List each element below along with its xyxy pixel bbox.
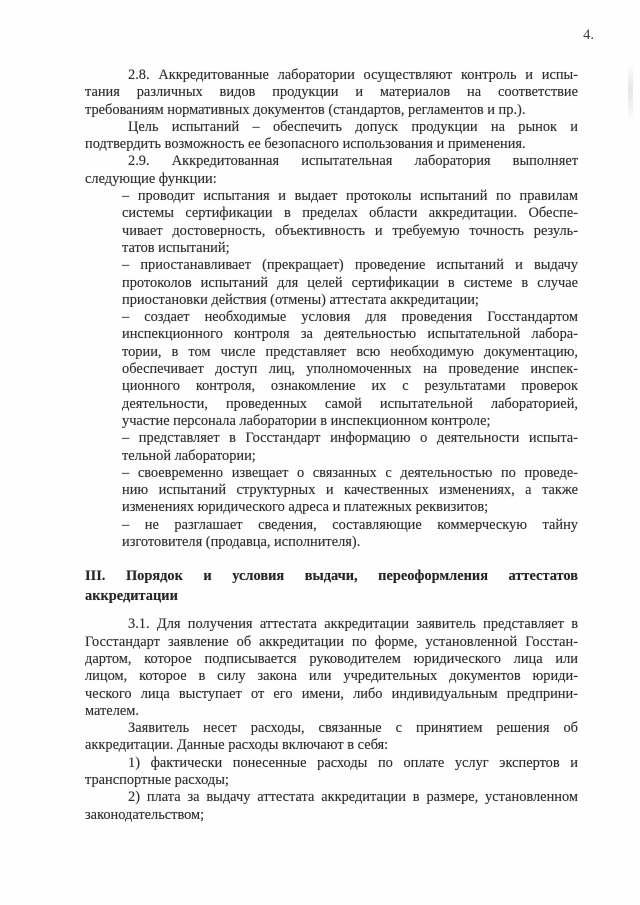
list-item: [122, 517, 578, 552]
text-line: лицом, которое в силу закона или учредительных документов юриди-: [85, 668, 578, 685]
text-line: – создает необходимые условия для проведения Госстандартом: [122, 309, 578, 326]
text-line: законодательством;: [85, 806, 205, 823]
text-line: – приостанавливает (прекращает) проведение испытаний и выдачу: [122, 257, 578, 274]
paragraph: [85, 616, 578, 720]
text-line: транспортные расходы;: [85, 771, 229, 788]
text-line: участие персонала лаборатории в инспекционном контроле;: [122, 412, 491, 429]
text-line: нию испытаний структурных и качественных изменениях, а также: [122, 482, 578, 499]
text-line: – проводит испытания и выдает протоколы испытаний по правилам: [122, 188, 578, 205]
text-line: мателем.: [85, 702, 139, 719]
text-line: тания различных видов продукции и материалов на соответствие: [85, 84, 578, 101]
text-line: татов испытаний;: [122, 239, 230, 256]
text-line: системы сертификации в пределах области аккредитации. Обеспе-: [122, 205, 578, 222]
text-line: 2) плата за выдачу аттестата аккредитации в размере, установленном: [128, 789, 578, 806]
list-item: [122, 188, 578, 257]
text-line: чивает достоверность, объективность и требуемую точность резуль-: [122, 222, 578, 239]
paragraph: [85, 67, 578, 119]
text-line: 2.8. Аккредитованные лаборатории осуществляют контроль и испы-: [128, 67, 578, 83]
text-line: дартом, которое подписывается руководителем юридического лица или: [85, 650, 578, 667]
section-heading: [85, 566, 578, 606]
paragraph: [85, 720, 578, 755]
text-line: изменениях юридического адреса и платежных реквизитов;: [122, 499, 489, 516]
document-body: [85, 67, 578, 824]
text-line: тельной лаборатории;: [122, 447, 256, 464]
text-line: обеспечивает доступ лиц, уполномоченных на проведение инспек-: [122, 361, 578, 378]
text-line: подтвердить возможность ее безопасного использования и применения.: [85, 136, 526, 153]
text-line: протоколов испытаний для целей сертификации в системе в случае: [122, 274, 578, 291]
text-line: ческого лица выступает от его имени, либо индивидуальным предприни-: [85, 685, 578, 702]
text-line: тории, в том числе представляет всю необходимую документацию,: [122, 343, 578, 360]
paragraph: [85, 755, 578, 790]
text-line: 2.9. Аккредитованная испытательная лаборатория выполняет: [128, 153, 578, 170]
text-line: инспекционного контроля за деятельностью испытательной лабора-: [122, 326, 578, 343]
text-line: Цель испытаний – обеспечить допуск продукции на рынок и: [128, 118, 578, 135]
text-line: – представляет в Госстандарт информацию о деятельности испыта-: [122, 430, 578, 447]
text-line: 1) фактически понесенные расходы по оплате услуг экспертов и: [128, 754, 578, 771]
list-item: [122, 309, 578, 430]
list-item: [122, 465, 578, 517]
text-line: изготовителя (продавца, исполнителя).: [122, 534, 361, 551]
text-line: ционного контроля, ознакомление их с результатами проверок: [122, 378, 578, 395]
text-line: приостановки действия (отмены) аттестата аккредитации;: [122, 291, 479, 308]
list-item: [122, 257, 578, 309]
text-line: – не разглашает сведения, составляющие коммерческую тайну: [122, 516, 578, 533]
list-item: [122, 430, 578, 465]
text-line: Заявитель несет расходы, связанные с принятием решения об: [128, 720, 578, 737]
text-line: III. Порядок и условия выдачи, переоформления аттестатов: [85, 568, 578, 585]
scan-artifact: [628, 62, 633, 124]
text-line: деятельности, проведенных самой испытательной лабораторией,: [122, 395, 578, 412]
text-line: аккредитации. Данные расходы включают в себя:: [85, 737, 389, 754]
page-number: 4.: [583, 27, 594, 43]
text-line: аккредитации: [85, 588, 178, 605]
text-line: Госстандарт заявление об аккредитации по форме, установленной Госстан-: [85, 633, 578, 650]
text-line: 3.1. Для получения аттестата аккредитации заявитель представляет в: [128, 616, 578, 633]
text-line: – своевременно извещает о связанных с деятельностью по проведе-: [122, 464, 578, 481]
paragraph: [85, 789, 578, 824]
text-line: следующие функции:: [85, 170, 217, 187]
text-line: требованиям нормативных документов (стандартов, регламентов и пр.).: [85, 101, 526, 118]
paragraph: [85, 119, 578, 154]
paragraph: [85, 153, 578, 188]
